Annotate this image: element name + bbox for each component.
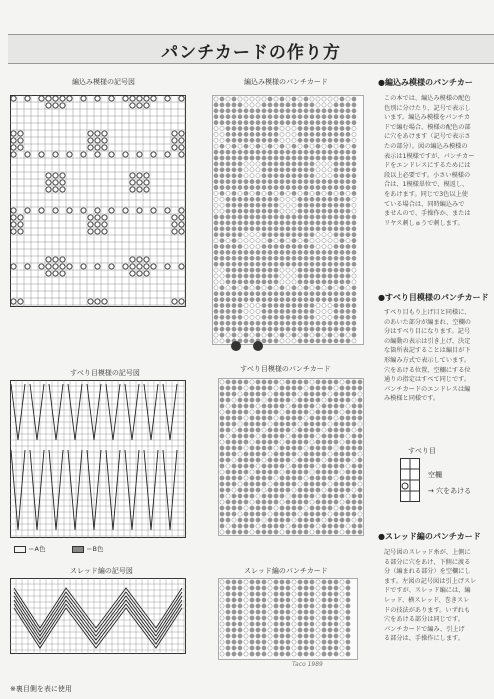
section-body-slip: すべり目もり上げ目と同様に、 のあいた部分が編まれ、空欄の 分はすべり目になります。記号 の編動の表示は引き上げ、決定 な箇所表記することは編目が下 形編み方式で表示しています。 穴をあける位置、空欄にする位 通りの指定はすべて同じです。 パンチカードのエンドレスは編 み模様と同様です。: [384, 309, 471, 403]
section-body-thread: 記号図のスレッド糸が、上側に る部分に穴をあけ、下側に渡る 分（編まれる部分）を空欄にし ます。左図の記号図は引上げスレ ドですが、スレッド編には、編 レッド、横スレッド、巻きスレ ドの技法があります。いずれも 穴をあける部分は同じです。 パンチカードで編み、引上げ る部分は、手操作にします。: [384, 549, 477, 643]
section-head-slip: ●すべり目模様のパンチカード: [378, 293, 489, 302]
footnote: ※裏目側を表に使用: [10, 685, 72, 693]
fair-isle-card-label: 編込み模様のパンチカード: [244, 78, 328, 86]
thread-symbol-label: スレッド編の記号図: [70, 567, 133, 575]
cat-face-icon: [228, 339, 268, 353]
fair-isle-punchcard: [212, 95, 364, 345]
title-bar: [8, 34, 494, 64]
thread-punchcard: [218, 578, 358, 660]
slip-symbol-label: すべり目模様の記号図: [70, 369, 140, 377]
section-head-fair-isle: ●編込み模様のパンチカー: [378, 78, 473, 87]
diagram-slip-label: すべり目: [408, 447, 436, 455]
thread-card-label: スレッド編のパンチカード: [244, 567, 328, 575]
diagram-hole-label: → 穴をあける: [428, 487, 472, 495]
thread-symbol-grid: [10, 578, 186, 654]
signature: Taco 1989: [292, 661, 323, 668]
fair-isle-symbol-label: 編込み模様の記号図: [72, 78, 135, 86]
page-title: パンチカードの作り方: [161, 43, 341, 63]
diagram-blank-label: 空欄: [428, 471, 442, 479]
section-head-thread: ●スレッド編のパンチカード: [378, 532, 481, 541]
slip-card-label: すべり目模様のパンチカード: [240, 365, 331, 373]
section-body-fair-isle: この本では、編込み模様の配色 色別に分けたり、記号で表示し います。編込み模様をパンチカ ドで編む場合、模様の配色の部 に穴をあけます（記号で表示さ たの部分）。図の編込み模様の 表示は1模様ですが、パンチカー ドをエンドレスにするためには 段以上必要です。小さい模様の 合は、1模様単位で、模返し、 をあけます。同じで3色以上使 ている場合は、同時編込みで ませんので、手操作か、または リヤス刺しゅうで刺します。: [384, 95, 475, 227]
legend-a: ＝A色: [14, 544, 45, 553]
fair-isle-symbol-grid: [10, 95, 186, 307]
legend-b: ＝B色: [72, 544, 103, 553]
slip-symbol-grid: [10, 380, 186, 538]
slip-punchcard: [218, 378, 364, 536]
slip-diagram: [400, 458, 420, 502]
